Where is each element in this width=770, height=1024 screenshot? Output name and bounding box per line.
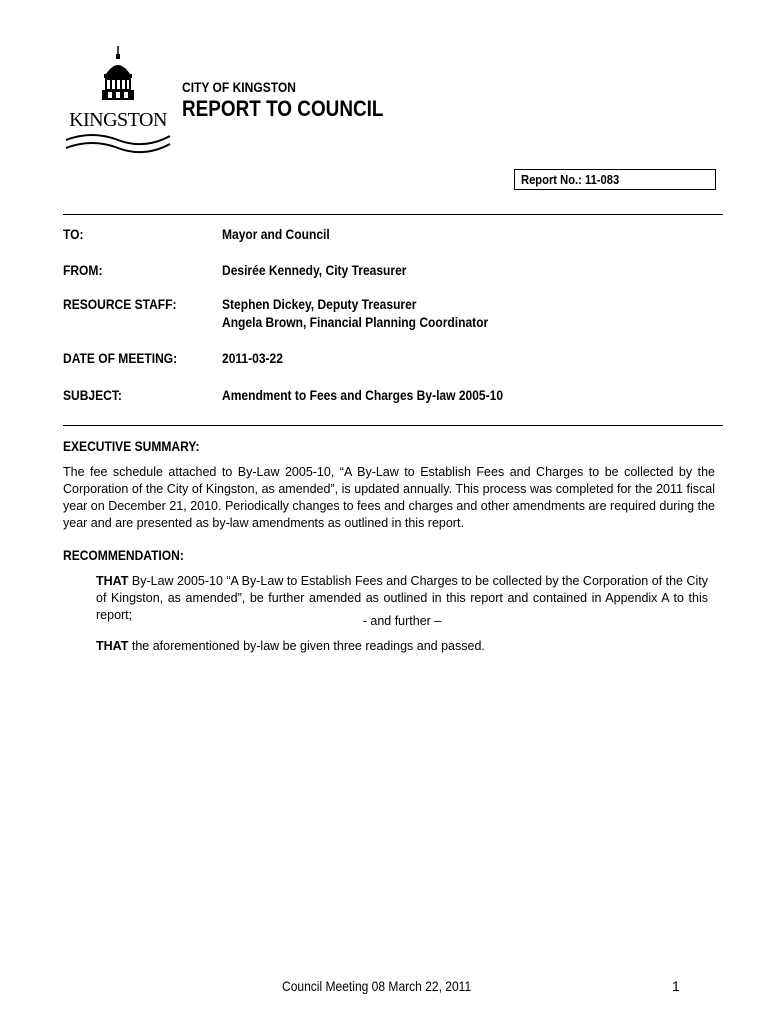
resource-staff-label: RESOURCE STAFF:: [63, 296, 177, 312]
recommendation-paragraph-1: THAT By-Law 2005-10 “A By-Law to Establish Fees and Charges to be collected by the Corporation of the City of Kingston, as amended”, be further amended as outlined in this report and contained in Appendix A to this report;: [96, 574, 708, 622]
executive-summary-heading: EXECUTIVE SUMMARY:: [63, 438, 200, 454]
divider-top: [63, 214, 723, 215]
logo-wordmark: KINGSTON: [69, 109, 167, 131]
subject-value: Amendment to Fees and Charges By-law 2005-10: [222, 387, 504, 403]
and-further: - and further –: [362, 614, 442, 628]
to-label: TO:: [63, 226, 84, 242]
subject-label: SUBJECT:: [63, 387, 122, 403]
page-number: 1: [672, 978, 680, 994]
recommendation-paragraph-2: THAT the aforementioned by-law be given three readings and passed.: [96, 639, 485, 653]
from-label: FROM:: [63, 262, 103, 278]
city-hall-dome-icon: [62, 44, 174, 158]
city-logo: [62, 44, 174, 158]
divider-bottom: [63, 425, 723, 426]
report-number: Report No.: 11-083: [521, 172, 620, 187]
report-number-box: [514, 169, 716, 190]
executive-summary-text: The fee schedule attached to By-Law 2005-10, “A By-Law to Establish Fees and Charges to be collected by the Corporation of the City of Kingston, as amended”, is updated annually. This process was completed for the 2011 fiscal year on December 21, 2010. Periodically changes to fees and charges and other amendments are required during the year and are presented as by-law amendments as outlined in this report.: [63, 465, 715, 530]
date-label: DATE OF MEETING:: [63, 350, 178, 366]
recommendation-heading: RECOMMENDATION:: [63, 547, 184, 563]
to-value: Mayor and Council: [222, 226, 330, 242]
resource-staff-value-2: Angela Brown, Financial Planning Coordinator: [222, 314, 489, 330]
page-title: REPORT TO COUNCIL: [182, 96, 384, 121]
footer-meeting: Council Meeting 08 March 22, 2011: [282, 978, 472, 994]
organization-name: CITY OF KINGSTON: [182, 79, 296, 95]
from-value: Desirée Kennedy, City Treasurer: [222, 262, 407, 278]
date-value: 2011-03-22: [222, 350, 283, 366]
resource-staff-value-1: Stephen Dickey, Deputy Treasurer: [222, 296, 417, 312]
